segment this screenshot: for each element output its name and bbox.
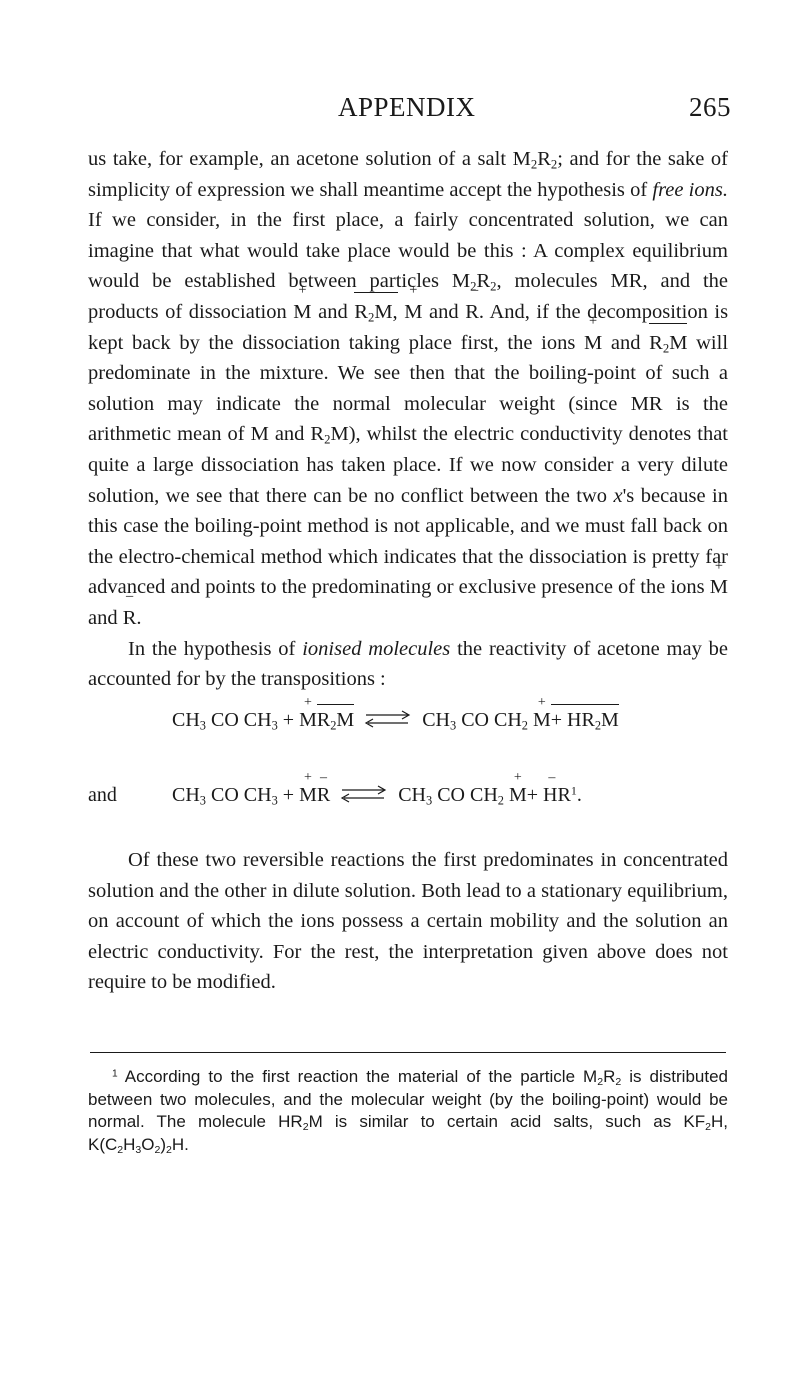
italic-x: x	[613, 484, 623, 507]
paragraph-1: us take, for example, an acetone solution of a salt $M_2R_2$; and for the sake of simplicity of expression we shall meantime accept the hypothesis of free ions. If we consider, in the first place, a fairly concentrated solution, we can imagine that what would take place would be this : A complex equilibrium would be established between particles $M_2R_2$, molecules MR, and the products of dissociation + M and $R_2M$, + M and – R. And, if the decomposition is kept back by the dissociation taking place first, the ions + M and $R_2M$ will predominate in the mixture. We see then that the boiling-point of such a solution may indicate the normal molecular weight (since MR is the arithmetic mean of M and $R_2M$), whilst the electric conductivity denotes that quite a large dissociation has taken place. If we now consider a very dilute solution, we see that there can be no conflict between the two x's because in this case the boiling-point method is not applicable, and we must fall back on the electro-chemical method which indicates that the dissociation is pretty far advanced and points to the predominating or exclusive presence of the ions + M and – R.	[88, 144, 728, 634]
paragraph-3: Of these two reversible reactions the first predominates in concentrated solution and the other in dilute solution. Both lead to a stationary equilibrium, on account of which the ions possess a certain mobility and the solution an electric conductivity. For the rest, the interpretation given above does not require to be modified.	[88, 849, 728, 994]
body-text-lower	[88, 845, 728, 998]
ion-r2m: $R_2M$	[649, 328, 687, 359]
italic-free-ions: free ions.	[652, 178, 728, 201]
reversible-arrow-icon	[336, 785, 392, 803]
book-page: APPENDIX 265 us take, for example, an acetone solution of a salt $M_2R_2$; and for the sake of simplicity of expression we shall meantime accept the hypothesis of free ions. If we consider, in the first place, a fairly concentrated solution, we can imagine that what would take place would be this : A complex equilibrium would be established between particles $M_2R_2$, molecules MR, and the products of dissociation + M and $R_2M$, + M and – R. And, if the decomposition is kept back by the dissociation taking place first, the ions + M and $R_2M$ will predominate in the mixture. We see then that the boiling-point of such a solution may indicate the normal molecular weight (since MR is the arithmetic mean of M and $R_2M$), whilst the electric conductivity denotes that quite a large dissociation has taken place. If we now consider a very dilute solution, we see that there can be no conflict between the two x's because in this case the boiling-point method is not applicable, and we must fall back on the electro-chemical method which indicates that the dissociation is pretty far advanced and points to the predominating or exclusive presence of the ions + M and – R. In the hypothesis of ionised molecules the reactivity of acetone may be accounted for by the transpositions : $CH_3$ CO $CH_3$ + + $MR_2M$ $CH_3$ CO $CH_2 + M+ HR_2M$ and $CH_3$ CO $CH_3$ + + M– R $CH_3$ CO $CH_2 + M- + HR^1$. Of these two reversible reactions the first predominates in concentrated solution and the other in dilute solution. Both lead to a stationary equilibrium, on account of which the ions possess a certain mobility and the solution an electric conductivity. For the rest, the interpretation given above does not require to be modified. $^1$ According to the first reaction the material of the particle $M_2R_2$ is distributed between two molecules, and the molecular weight (by the boiling-point) would be normal. The molecule $HR_2M$ is similar to certain acid salts, such as $KF_2H$, $K(C_2H_3O_2)_2H$.	[0, 0, 800, 1384]
reversible-arrow-icon	[360, 710, 416, 728]
paragraph-2: In the hypothesis of ionised molecules the reactivity of acetone may be accounted for by the transpositions :	[88, 637, 729, 691]
ion-m-positive: + M	[404, 297, 422, 328]
footnote: $^1$ According to the first reaction the material of the particle $M_2R_2$ is distributed between two molecules, and the molecular weight (by the boiling-point) would be normal. The molecule $HR_2M$ is similar to certain acid salts, such as $KF_2H$, $K(C_2H_3O_2)_2H$.	[88, 1067, 728, 1156]
running-header	[0, 92, 800, 132]
footnote-marker: 1	[112, 1068, 118, 1080]
italic-ionised-molecules: ionised molecules	[302, 637, 451, 660]
ion-r2m: $R_2M$,	[354, 297, 397, 328]
header-title: APPENDIX	[338, 92, 476, 122]
ion-r-negative: – R.	[465, 297, 484, 328]
equation-2-label: and	[88, 784, 117, 806]
footnote-divider	[90, 1052, 726, 1053]
body-text	[88, 144, 728, 695]
ion-m-positive: + M	[710, 572, 728, 603]
ion-m-positive: + M	[293, 297, 311, 328]
ion-r-negative: – R	[123, 603, 137, 634]
page-number: 265	[689, 92, 731, 122]
ion-m-positive: + M	[584, 328, 602, 359]
